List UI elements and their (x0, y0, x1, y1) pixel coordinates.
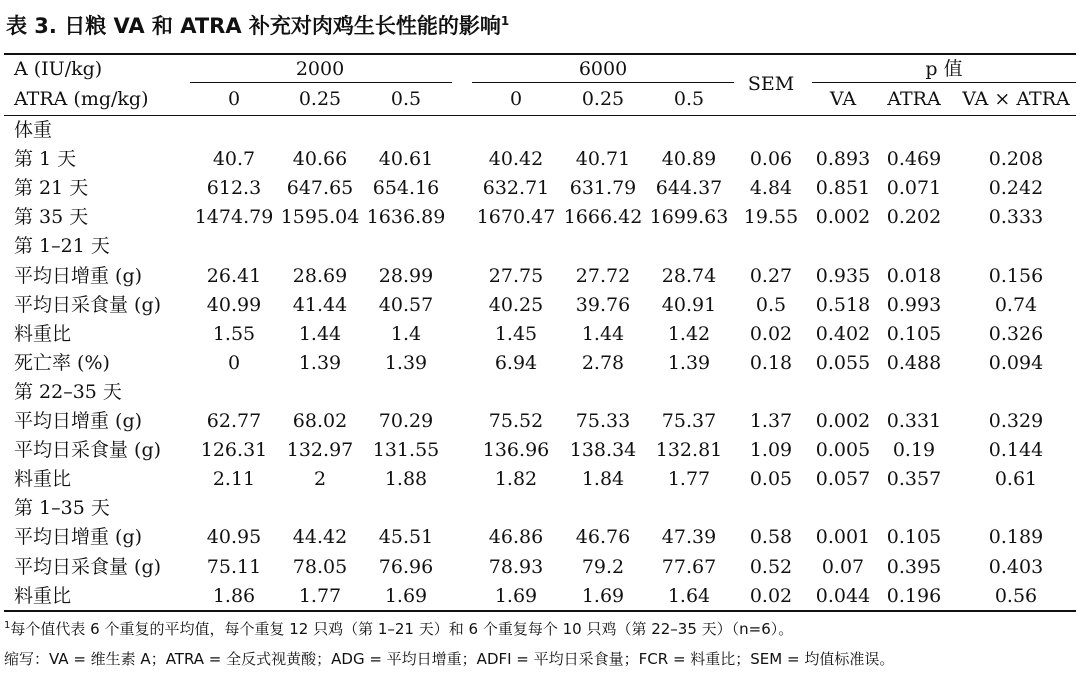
top-rule (4, 53, 1076, 55)
table-cell: 1.69 (384, 584, 428, 607)
table-cell: 76.96 (378, 555, 434, 578)
table-cell: 1636.89 (366, 206, 446, 229)
table-cell: 0.018 (886, 264, 942, 287)
table-cell: 47.39 (661, 526, 717, 549)
table-cell: 131.55 (372, 439, 440, 462)
table-cell: 132.97 (286, 439, 354, 462)
table-cell: 0.58 (749, 526, 793, 549)
table-cell: 0.144 (988, 439, 1044, 462)
table-cell: 1.44 (581, 322, 625, 345)
table-cell: 654.16 (372, 177, 440, 200)
table-cell: 45.51 (378, 526, 434, 549)
table-cell: 0.27 (749, 264, 793, 287)
table-cell: 1.09 (749, 439, 793, 462)
table-cell: 40.57 (378, 293, 434, 316)
row-label: 平均日增重 (g) (14, 526, 143, 549)
section-title: 第 22–35 天 (14, 380, 122, 403)
table-cell: 28.69 (292, 264, 348, 287)
section-title: 第 1–21 天 (14, 235, 110, 258)
footnote-1 (4, 618, 793, 639)
row-label: 第 1 天 (14, 148, 77, 171)
header-group-2000: 2000 (295, 58, 345, 80)
table-cell: 0.326 (988, 322, 1044, 345)
table-cell: 40.61 (378, 148, 434, 171)
row-label: 平均日增重 (g) (14, 264, 143, 287)
table-cell: 79.2 (581, 555, 625, 578)
table-cell: 0.402 (815, 322, 871, 345)
table-cell: 644.37 (655, 177, 723, 200)
section-title: 第 1–35 天 (14, 497, 110, 520)
table-cell: 0.52 (749, 555, 793, 578)
section-title: 体重 (14, 119, 53, 141)
table-cell: 0 (227, 351, 241, 374)
table-cell: 0.044 (815, 584, 871, 607)
row-label: 平均日采食量 (g) (14, 293, 162, 316)
table-cell: 0.893 (815, 148, 871, 171)
table-cell: 0.61 (994, 468, 1038, 491)
table-cell: 0.329 (988, 410, 1044, 432)
header-atra-label: ATRA (mg/kg) (14, 88, 149, 110)
table-cell: 0.094 (988, 351, 1044, 374)
table-cell: 647.65 (286, 177, 354, 200)
table-cell: 0.403 (988, 555, 1044, 578)
table-cell: 28.99 (378, 264, 434, 287)
header-level: 0 (509, 88, 523, 110)
row-label: 平均日采食量 (g) (14, 555, 162, 578)
table-cell: 1.37 (749, 410, 793, 432)
table-cell: 0.357 (886, 468, 942, 491)
table-cell: 0.56 (994, 584, 1038, 607)
table-cell: 68.02 (292, 410, 348, 432)
table-cell: 136.96 (482, 439, 550, 462)
table-cell: 0.105 (886, 526, 942, 549)
header-group-6000: 6000 (578, 58, 628, 80)
header-pvalue: p 值 (925, 58, 963, 80)
table-cell: 0.06 (749, 148, 793, 171)
header-p-interaction: VA × ATRA (962, 88, 1070, 110)
row-label: 平均日采食量 (g) (14, 439, 162, 462)
table-cell: 0.518 (815, 293, 871, 316)
table-cell: 1.55 (212, 322, 256, 345)
table-cell: 0.18 (749, 351, 793, 374)
table-cell: 0.02 (749, 322, 793, 345)
header-a-label: A (IU/kg) (14, 58, 103, 80)
table-cell: 0.002 (815, 206, 871, 229)
table-cell: 6.94 (494, 351, 538, 374)
table-cell: 4.84 (749, 177, 793, 200)
table-cell: 40.89 (661, 148, 717, 171)
table-cell: 0.002 (815, 410, 871, 432)
table-cell: 40.91 (661, 293, 717, 316)
table-cell: 132.81 (655, 439, 723, 462)
table-cell: 0.208 (988, 148, 1044, 171)
table-cell: 62.77 (206, 410, 262, 432)
table-title-text: 表 3. 日粮 VA 和 ATRA 补充对肉鸡生长性能的影响 (6, 14, 501, 38)
table-cell: 44.42 (292, 526, 348, 549)
table-cell: 0.242 (988, 177, 1044, 200)
footnote-mark: 1 (500, 14, 510, 28)
table-cell: 631.79 (569, 177, 637, 200)
table-cell: 1.69 (494, 584, 538, 607)
header-level: 0 (227, 88, 241, 110)
table-cell: 0.001 (815, 526, 871, 549)
table-cell: 1.84 (581, 468, 625, 491)
table-cell: 75.33 (575, 410, 631, 432)
table-cell: 27.72 (575, 264, 631, 287)
table-cell: 1.64 (667, 584, 711, 607)
table-cell: 0.469 (886, 148, 942, 171)
table-cell: 138.34 (569, 439, 637, 462)
header-bottom-rule (4, 115, 1076, 116)
row-label: 料重比 (14, 584, 72, 607)
table-cell: 1699.63 (649, 206, 729, 229)
footnote-1-mark: 1 (4, 620, 11, 631)
table-cell: 0.05 (749, 468, 793, 491)
table-cell: 612.3 (206, 177, 262, 200)
header-p-atra: ATRA (887, 88, 941, 110)
table-cell: 1.45 (494, 322, 538, 345)
table-cell: 46.76 (575, 526, 631, 549)
table-cell: 0.331 (886, 410, 942, 432)
table-cell: 0.057 (815, 468, 871, 491)
row-label: 第 21 天 (14, 177, 89, 200)
table-cell: 1.86 (212, 584, 256, 607)
header-level: 0.5 (390, 88, 422, 110)
table-cell: 1.39 (298, 351, 342, 374)
table-cell: 1474.79 (194, 206, 274, 229)
table-cell: 78.93 (488, 555, 544, 578)
table-cell: 1.39 (384, 351, 428, 374)
table-cell: 70.29 (378, 410, 434, 432)
table-cell: 46.86 (488, 526, 544, 549)
table-cell: 1.77 (298, 584, 342, 607)
table-cell: 28.74 (661, 264, 717, 287)
table-cell: 75.37 (661, 410, 717, 432)
header-p-va: VA (829, 88, 857, 110)
table-cell: 26.41 (206, 264, 262, 287)
table-cell: 1.82 (494, 468, 538, 491)
table-cell: 40.95 (206, 526, 262, 549)
table-cell: 2 (313, 468, 327, 491)
header-sem: SEM (747, 73, 795, 95)
table-cell: 75.11 (206, 555, 262, 578)
header-level: 0.25 (298, 88, 342, 110)
footnote-2 (4, 648, 894, 669)
table-cell: 1.39 (667, 351, 711, 374)
table-cell: 0.333 (988, 206, 1044, 229)
table-cell: 40.66 (292, 148, 348, 171)
table-cell: 39.76 (575, 293, 631, 316)
table-cell: 0.055 (815, 351, 871, 374)
table-cell: 40.71 (575, 148, 631, 171)
footnote-1-text: 每个值代表 6 个重复的平均值，每个重复 12 只鸡（第 1–21 天）和 6 个重复每个 10 只鸡（第 22–35 天）（n=6）。 (10, 620, 794, 638)
table-cell: 0.071 (886, 177, 942, 200)
row-label: 料重比 (14, 468, 72, 491)
table-cell: 0.74 (994, 293, 1038, 316)
table-cell: 27.75 (488, 264, 544, 287)
table-cell: 1670.47 (476, 206, 556, 229)
table-cell: 0.202 (886, 206, 942, 229)
table-cell: 40.7 (212, 148, 256, 171)
row-label: 料重比 (14, 322, 72, 345)
table-cell: 77.67 (661, 555, 717, 578)
header-level: 0.25 (581, 88, 625, 110)
table-cell: 0.196 (886, 584, 942, 607)
table-cell: 2.78 (581, 351, 625, 374)
table-cell: 0.935 (815, 264, 871, 287)
table-cell: 126.31 (200, 439, 268, 462)
table-cell: 0.005 (815, 439, 871, 462)
table-cell: 1.4 (390, 322, 422, 345)
table-cell: 78.05 (292, 555, 348, 578)
table-cell: 40.25 (488, 293, 544, 316)
table-cell: 19.55 (743, 206, 799, 229)
table-cell: 632.71 (482, 177, 550, 200)
table-cell: 0.993 (886, 293, 942, 316)
table-cell: 1595.04 (280, 206, 360, 229)
table-cell: 0.5 (755, 293, 787, 316)
table-cell: 0.395 (886, 555, 942, 578)
table-cell: 0.488 (886, 351, 942, 374)
table-cell: 2.11 (212, 468, 256, 491)
table-cell: 0.851 (815, 177, 871, 200)
table-cell: 1.42 (667, 322, 711, 345)
table-cell: 0.189 (988, 526, 1044, 549)
table-cell: 40.99 (206, 293, 262, 316)
table-title (6, 10, 509, 40)
table-cell: 1.88 (384, 468, 428, 491)
table-cell: 1.69 (581, 584, 625, 607)
table-cell: 75.52 (488, 410, 544, 432)
table-cell: 1.77 (667, 468, 711, 491)
table-cell: 0.19 (892, 439, 936, 462)
table-cell: 0.02 (749, 584, 793, 607)
table-cell: 40.42 (488, 148, 544, 171)
row-label: 死亡率 (%) (14, 351, 110, 374)
table-cell: 41.44 (292, 293, 348, 316)
table-cell: 1666.42 (563, 206, 643, 229)
table-cell: 0.07 (821, 555, 865, 578)
table-cell: 0.105 (886, 322, 942, 345)
table-cell: 0.156 (988, 264, 1044, 287)
row-label: 平均日增重 (g) (14, 410, 143, 432)
header-level: 0.5 (673, 88, 705, 110)
footnote-2-text: 缩写：VA = 维生素 A；ATRA = 全反式视黄酸；ADG = 平均日增重；ADFI = 平均日采食量；FCR = 料重比；SEM = 均值标准误。 (4, 650, 895, 668)
table-cell: 1.44 (298, 322, 342, 345)
row-label: 第 35 天 (14, 206, 89, 229)
